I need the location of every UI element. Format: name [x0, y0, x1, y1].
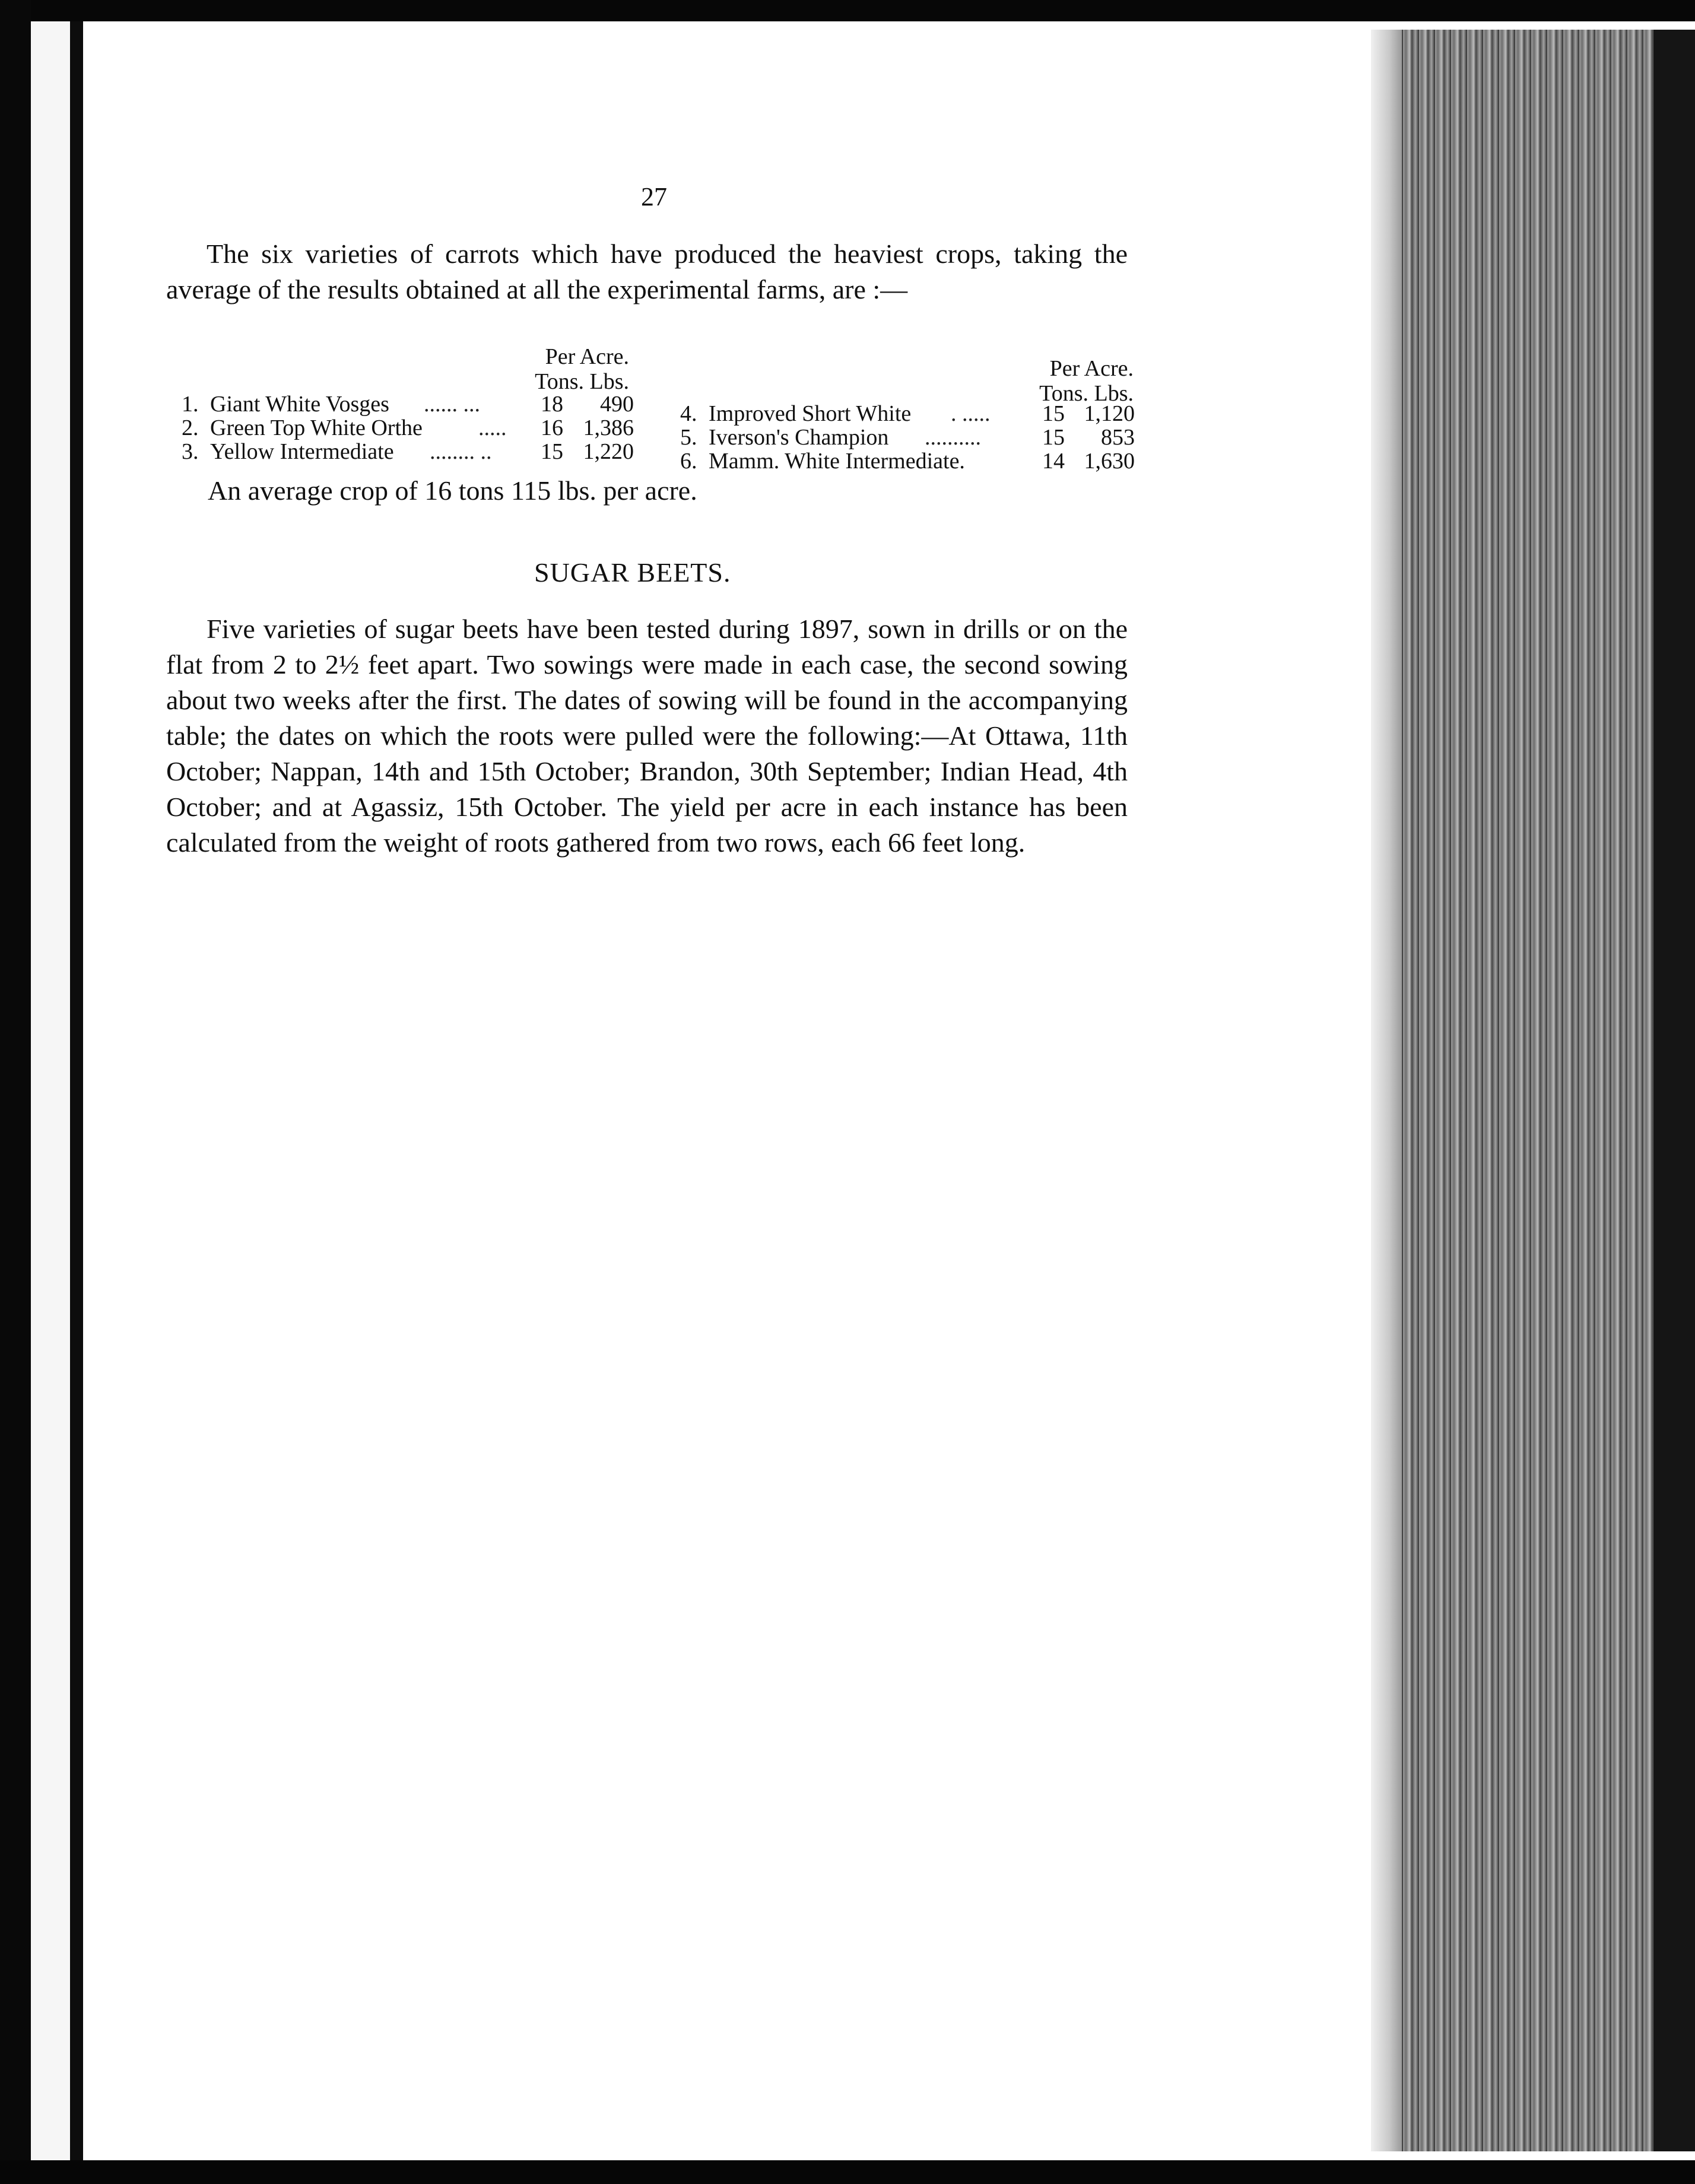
row-number: 6.	[680, 449, 697, 474]
dot-leader: ...... ...	[424, 392, 480, 417]
scan-border-top	[0, 0, 1695, 21]
variety-name: Green Top White Orthe	[210, 415, 423, 440]
lbs-value: 490	[600, 392, 634, 417]
intro-text: The six varieties of carrots which have produced the heaviest crops, taking the average of the results obtained at all the experimental farms, are :—	[166, 239, 1128, 304]
left-header-tons-lbs: Tons. Lbs.	[535, 369, 629, 394]
intro-paragraph	[166, 236, 1128, 307]
book-gutter	[70, 21, 83, 2170]
lbs-value: 1,220	[583, 439, 634, 464]
lbs-value: 1,630	[1084, 449, 1135, 474]
lbs-value: 1,120	[1084, 401, 1135, 426]
lbs-value: 853	[1101, 425, 1135, 450]
row-number: 1.	[182, 392, 199, 417]
tons-value: 15	[541, 439, 563, 464]
row-number: 3.	[182, 439, 199, 464]
section-heading: SUGAR BEETS.	[534, 557, 731, 588]
variety-name: Yellow Intermediate	[210, 439, 394, 464]
right-header-tons-lbs: Tons. Lbs.	[1039, 381, 1134, 406]
row-number: 5.	[680, 425, 697, 450]
table-row	[182, 439, 633, 464]
tons-value: 18	[541, 392, 563, 417]
variety-name: Mamm. White Intermediate.	[709, 449, 965, 474]
tons-value: 14	[1042, 449, 1065, 474]
tons-value: 16	[541, 415, 563, 440]
table-row	[680, 425, 1137, 450]
page	[83, 36, 1395, 2148]
left-header-per-acre: Per Acre.	[545, 344, 629, 369]
table-row	[680, 449, 1137, 474]
average-crop-line: An average crop of 16 tons 115 lbs. per acre.	[208, 475, 697, 506]
sugar-beets-text: Five varieties of sugar beets have been tested during 1897, sown in drills or on the flat from 2 to 2½ feet apart. Two sowings were made in each case, the second sowing about two weeks after the first. The dates of sowing will be found in the accompanying table; the dates on which the roots were pulled were the following:—At Ottawa, 11th October; Nappan, 14th and 15th October; Brandon, 30th September; Indian Head, 4th October; and at Agassiz, 15th October. The yield per acre in each instance has been calculated from the weight of roots gathered from two rows, each 66 feet long.	[166, 614, 1128, 858]
dot-leader: ..........	[925, 425, 981, 450]
table-row	[182, 392, 633, 417]
tons-value: 15	[1042, 401, 1065, 426]
right-table-header	[997, 356, 1134, 406]
dot-leader: .....	[478, 415, 507, 440]
left-table-header	[499, 344, 629, 394]
facing-page-edge	[31, 21, 72, 2164]
lbs-value: 1,386	[583, 415, 634, 440]
sugar-beets-paragraph	[166, 611, 1128, 861]
variety-name: Giant White Vosges	[210, 392, 389, 417]
row-number: 4.	[680, 401, 697, 426]
book-page-edges	[1371, 30, 1695, 2151]
table-row	[680, 401, 1137, 426]
dot-leader: ........ ..	[430, 439, 492, 464]
variety-name: Improved Short White	[709, 401, 912, 426]
row-number: 2.	[182, 415, 199, 440]
scan-border-bottom	[0, 2160, 1695, 2184]
tons-value: 15	[1042, 425, 1065, 450]
page-number: 27	[641, 182, 667, 211]
table-row	[182, 415, 633, 440]
right-header-per-acre: Per Acre.	[1049, 356, 1134, 381]
scan-border-left	[0, 0, 31, 2184]
dot-leader: . .....	[951, 401, 991, 426]
variety-name: Iverson's Champion	[709, 425, 889, 450]
